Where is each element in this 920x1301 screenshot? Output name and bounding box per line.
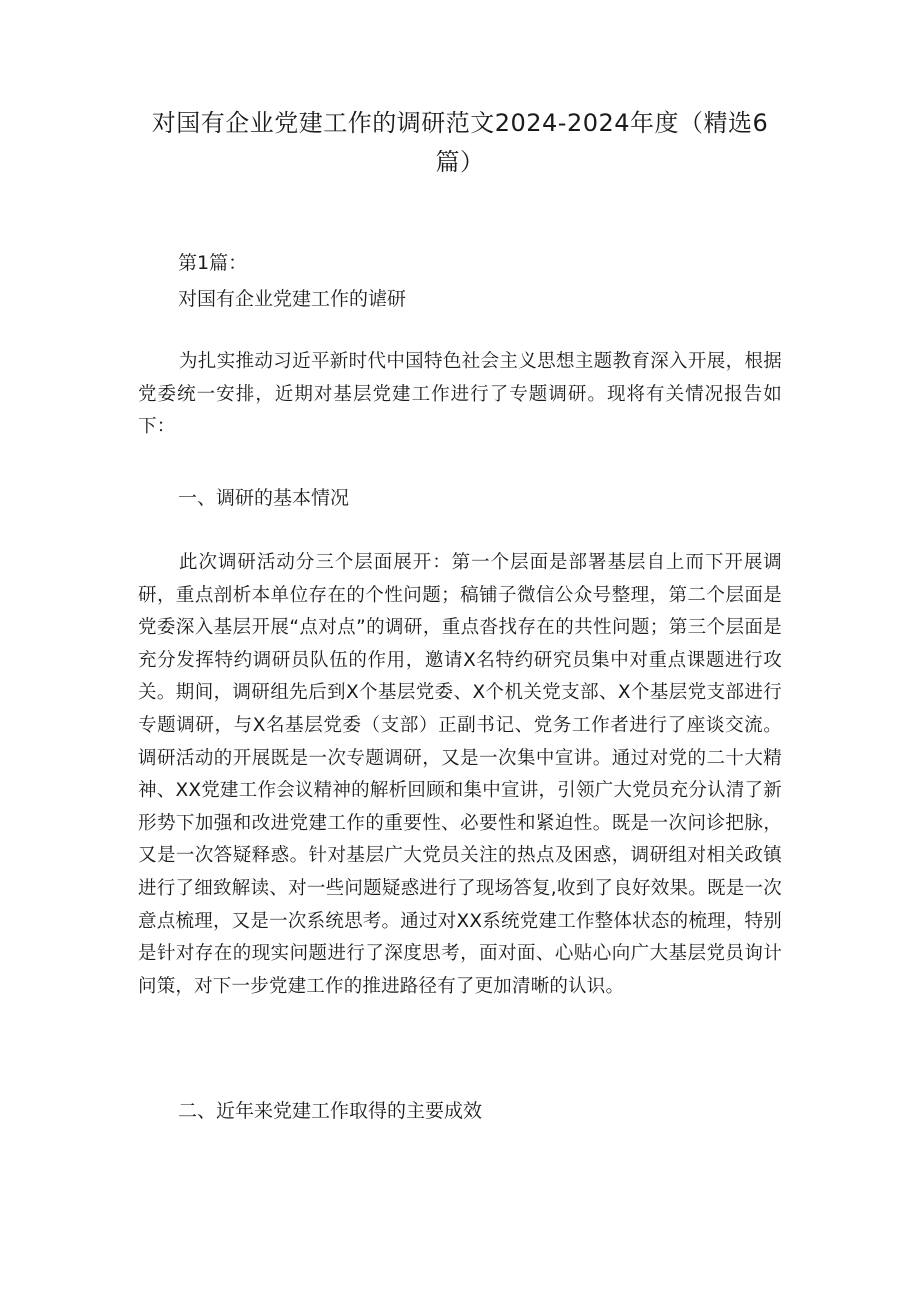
chapter-title: 对国有企业党建工作的谑研 bbox=[178, 288, 407, 310]
chapter-label: 第1篇： bbox=[178, 252, 248, 274]
section-1-heading: 一、调研的基本情况 bbox=[178, 487, 350, 509]
section-1-paragraph: 此次调研活动分三个层面展开：第一个层面是部署基层自上而下开展调研，重点剖析本单位存在的个性问题；稿铺子微信公众号整理，第二个层面是党委深入基层开展“点对点”的调研，重点沓找存在的共性问题；第三个层面是充分发挥特约调研员队伍的作用，邀请X名特约研究员集中对重点课题进行攻关。期间，调研组先后到X个基层党委、X个机关党支部、X个基层党支部进行专题调研，与X名基层党委（支部）正副书记、党务工作者进行了座谈交流。调研活动的开展既是一次专题调研，又是一次集中宣讲。通过对党的二十大精神、XX党建工作会议精神的解析回顾和集中宣讲，引领广大党员充分认清了新形势下加强和改进党建工作的重要性、必要性和紧迫性。既是一次问诊把脉，又是一次答疑释惑。针对基层广大党员关注的热点及困惑，调研组对相关政镇进行了细致解读、对一些问题疑惑进行了现场答复,收到了良好效果。既是一次意点梳理，又是一次系统思考。通过对XX系统党建工作整体状态的梳理，特别是针对存在的现实问题进行了深度思考，面对面、心贴心向广大基层党员询计问策，对下一步党建工作的推进路径有了更加清晰的认识。 bbox=[138, 552, 782, 997]
section-2-heading: 二、近年来党建工作取得的主要成效 bbox=[178, 1100, 483, 1122]
document-title: 对国有企业党建工作的调研范文2024-2024年度（精选6篇） bbox=[151, 109, 769, 176]
intro-paragraph: 为扎实推动习近平新时代中国特色社会主义思想主题教育深入开展，根据党委统一安排，近期对基层党建工作进行了专题调研。现将有关情况报告如下： bbox=[138, 351, 782, 438]
